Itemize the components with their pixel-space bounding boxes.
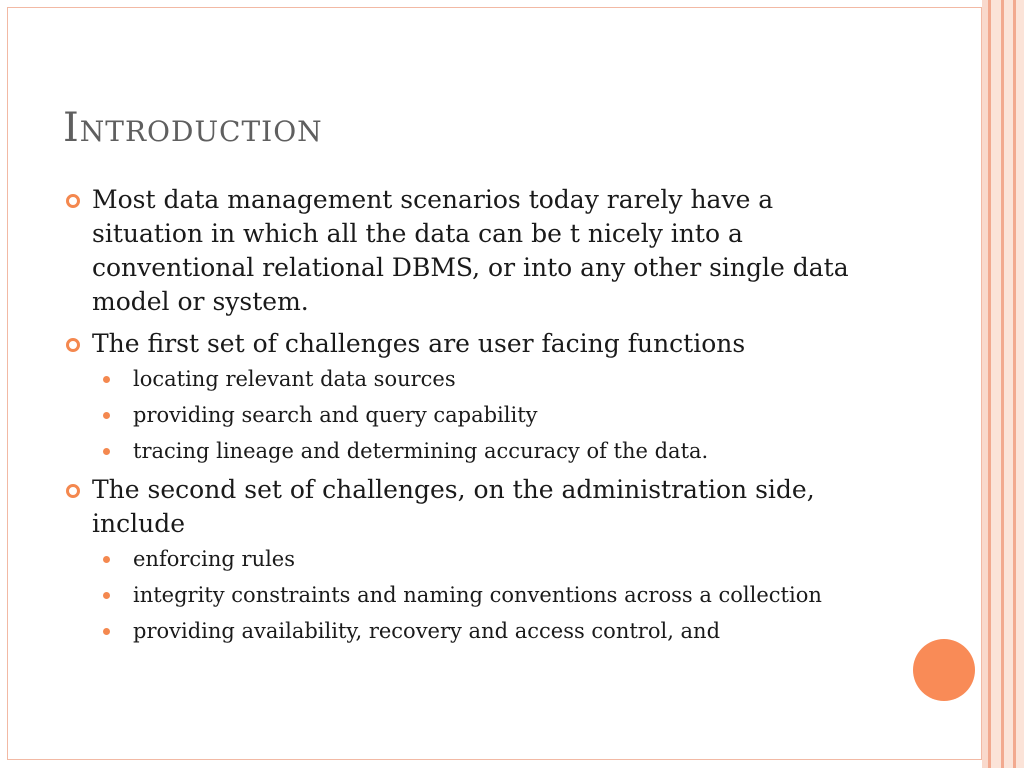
dot-bullet-icon — [103, 412, 110, 419]
sub-bullet-item — [92, 581, 862, 609]
sub-bullet-item — [92, 617, 862, 645]
sub-bullet-text: integrity constraints and naming conventions across a collection — [133, 583, 822, 607]
bullet-text: Most data management scenarios today rarely have a situation in which all the data can be t nicely into a conventional relational DBMS, or into any other single data model or system. — [92, 185, 849, 316]
dot-bullet-icon — [103, 592, 110, 599]
bullet-item — [62, 473, 862, 645]
accent-circle-icon — [913, 639, 975, 701]
dot-bullet-icon — [103, 448, 110, 455]
sub-bullet-list — [92, 545, 862, 645]
sub-bullet-text: providing availability, recovery and access control, and — [133, 619, 721, 643]
bullet-item — [62, 327, 862, 465]
bullet-text: The first set of challenges are user facing functions — [92, 329, 746, 358]
dot-bullet-icon — [103, 628, 110, 635]
decorative-stripe — [991, 0, 1001, 768]
dot-bullet-icon — [103, 376, 110, 383]
ring-bullet-icon — [66, 338, 80, 352]
dot-bullet-icon — [103, 556, 110, 563]
bullet-item — [62, 183, 862, 319]
ring-bullet-icon — [66, 194, 80, 208]
decorative-stripe — [1016, 0, 1024, 768]
sub-bullet-text: locating relevant data sources — [133, 367, 456, 391]
sub-bullet-text: tracing lineage and determining accuracy of the data. — [133, 439, 709, 463]
decorative-stripe — [1004, 0, 1013, 768]
sub-bullet-list — [92, 365, 862, 465]
slide-title: Introduction — [63, 105, 323, 151]
sub-bullet-item — [92, 437, 862, 465]
sub-bullet-item — [92, 545, 862, 573]
sub-bullet-text: enforcing rules — [133, 547, 296, 571]
bullet-text: The second set of challenges, on the administration side, include — [92, 475, 815, 538]
sub-bullet-item — [92, 365, 862, 393]
sub-bullet-text: providing search and query capability — [133, 403, 538, 427]
bullet-list — [62, 183, 862, 645]
ring-bullet-icon — [66, 484, 80, 498]
sub-bullet-item — [92, 401, 862, 429]
slide-content — [62, 183, 862, 653]
